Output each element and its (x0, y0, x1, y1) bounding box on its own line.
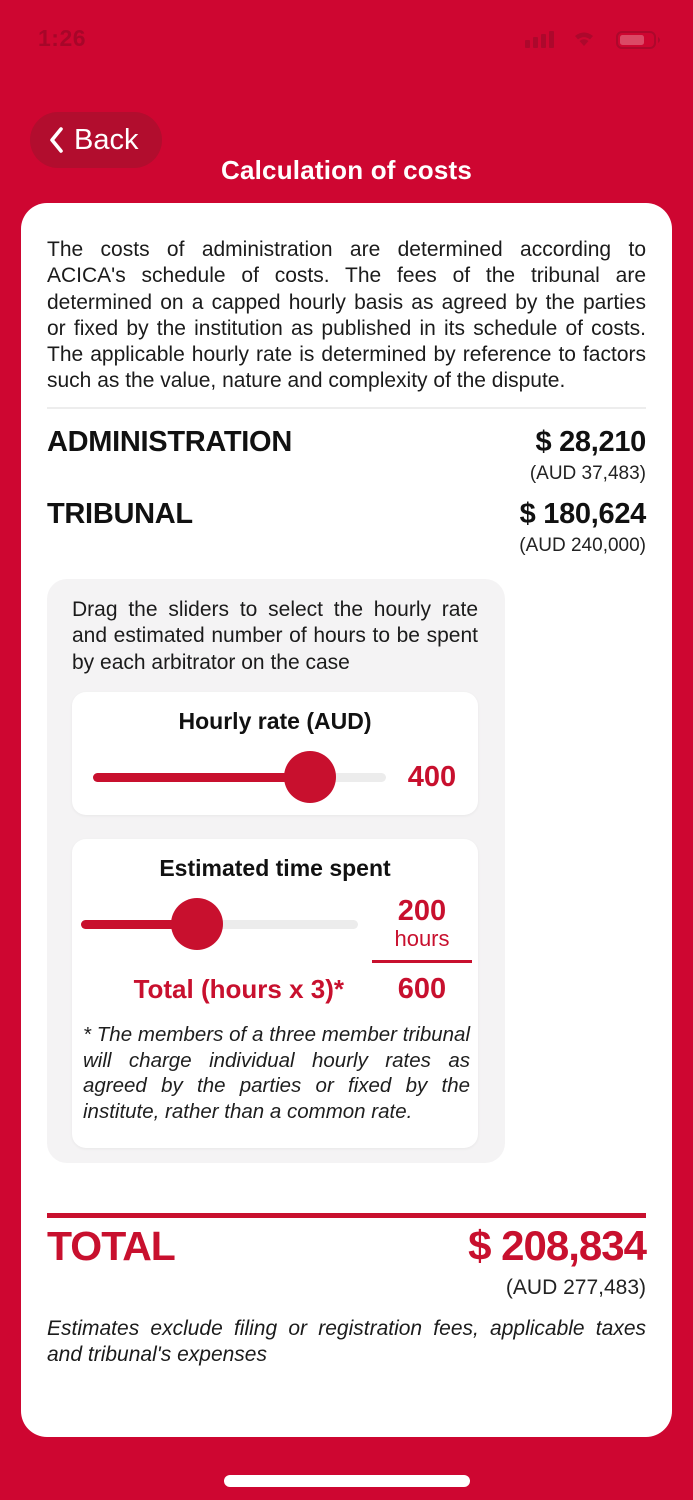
tribunal-amount: $ 180,624 (519, 497, 646, 530)
grand-total-row (47, 1222, 646, 1270)
tribunal-row (47, 498, 646, 531)
hourly-rate-card (72, 692, 478, 815)
intro-paragraph: The costs of administration are determined according to ACICA's schedule of costs. The fees of the tribunal are determined on a capped hourly basis as agreed by the parties or fixed by the institution as published in its schedule of costs. The applicable hourly rate is determined by reference to factors such as the value, nature and complexity of the dispute. (47, 238, 646, 393)
hourly-rate-slider-fill (93, 773, 310, 782)
tribunal-footnote: * The members of a three member tribunal will charge individual hourly rates as agreed by the parties or fixed by the institute, rather than a common rate. (83, 1023, 470, 1123)
time-spent-unit: hours (394, 926, 450, 952)
status-icons (525, 28, 665, 52)
hourly-rate-value: 400 (407, 760, 457, 793)
hourly-rate-title: Hourly rate (AUD) (178, 708, 372, 735)
grand-total-aud: (AUD 277,483) (505, 1275, 646, 1299)
divider (47, 407, 646, 409)
administration-amount: $ 28,210 (535, 425, 646, 458)
total-hours-value: 600 (397, 973, 447, 1006)
total-hours-label: Total (hours x 3)* (133, 974, 344, 1005)
hourly-rate-slider-thumb[interactable] (284, 751, 336, 803)
total-hours-block (366, 960, 478, 1006)
time-spent-card (72, 839, 478, 1148)
time-spent-value-block (366, 896, 478, 952)
status-time: 1:26 (38, 25, 87, 51)
battery-icon (617, 32, 660, 48)
grand-total-amount: $ 208,834 (468, 1221, 646, 1269)
total-hours-rule (372, 960, 472, 963)
home-indicator[interactable] (224, 1475, 470, 1487)
hourly-rate-slider[interactable] (93, 773, 386, 782)
tribunal-aud: (AUD 240,000) (519, 534, 646, 556)
chevron-left-icon (48, 126, 64, 154)
estimates-disclaimer: Estimates exclude filing or registration fees, applicable taxes and tribunal's expenses (47, 1316, 646, 1366)
total-divider (47, 1213, 646, 1218)
cellular-signal-icon (525, 31, 554, 48)
administration-label: ADMINISTRATION (47, 425, 292, 458)
hourly-rate-slider-row (72, 745, 478, 809)
costs-card (21, 203, 672, 1437)
slider-instructions: Drag the sliders to select the hourly rate and estimated number of hours to be spent by each arbitrator on the case (72, 597, 478, 674)
wifi-icon (575, 33, 593, 47)
administration-aud: (AUD 37,483) (529, 462, 646, 484)
time-spent-value: 200 (397, 895, 447, 928)
page-title: Calculation of costs (220, 155, 473, 185)
back-label: Back (74, 123, 139, 156)
time-spent-slider[interactable] (81, 920, 358, 929)
time-spent-slider-row (72, 892, 478, 956)
time-spent-title: Estimated time spent (159, 855, 391, 882)
time-spent-slider-thumb[interactable] (171, 898, 223, 950)
administration-row (47, 426, 646, 459)
slider-panel (47, 579, 505, 1163)
tribunal-label: TRIBUNAL (47, 497, 193, 530)
total-hours-row (72, 960, 478, 1006)
status-bar (0, 0, 693, 60)
grand-total-label: TOTAL (47, 1222, 175, 1269)
